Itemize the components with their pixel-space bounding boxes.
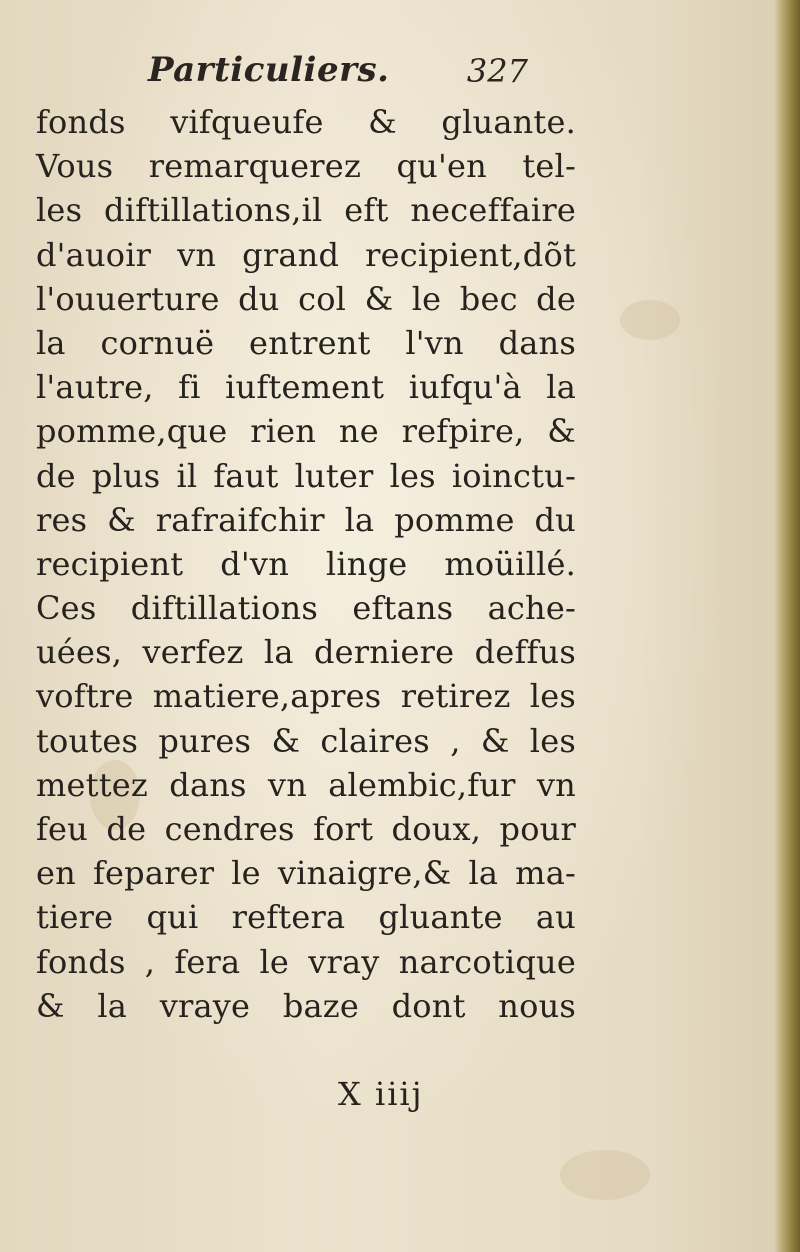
text-line: mettez dans vn alembic,fur vn [36,765,576,804]
running-title: Particuliers. [148,50,390,90]
text-line: feu de cendres fort doux, pour [36,810,576,848]
paper-stain [620,300,680,340]
text-line: pomme,que rien ne refpire, & [36,412,576,451]
text-line: uées, verfez la derniere deffus [36,633,576,672]
text-line: d'auoir vn grand recipient,dõt [36,235,576,274]
text-line: tiere qui reftera gluante au [36,898,576,937]
text-line: recipient d'vn linge moüillé. [36,544,576,583]
text-line: en feparer le vinaigre,& la ma- [36,854,576,893]
text-line: & la vraye baze dont nous [36,986,576,1025]
body-text [36,100,576,1028]
page-header [148,50,528,96]
text-line: la cornuë entrent l'vn dans [36,323,576,362]
paper-stain [560,1150,650,1200]
text-line: toutes pures & claires , & les [36,721,576,760]
page-number: 327 [466,52,528,90]
text-line: voftre matiere,apres retirez les [36,677,576,716]
page-binding-edge [774,0,800,1252]
text-line: fonds , fera le vray narcotique [36,942,576,981]
text-line: Ces diftillations eftans ache- [36,589,576,628]
text-line: res & rafraifchir la pomme du [36,500,576,539]
text-line: les diftillations,il eft neceffaire [36,191,576,230]
text-line: fonds vifqueufe & gluante. [36,103,576,141]
text-line: Vous remarquerez qu'en tel- [36,147,576,186]
text-line: l'ouuerture du col & le bec de [36,279,576,318]
text-line: de plus il faut luter les ioinctu- [36,456,576,495]
text-line: l'autre, fi iuftement iufqu'à la [36,368,576,407]
signature-mark: X iiij [338,1075,424,1113]
